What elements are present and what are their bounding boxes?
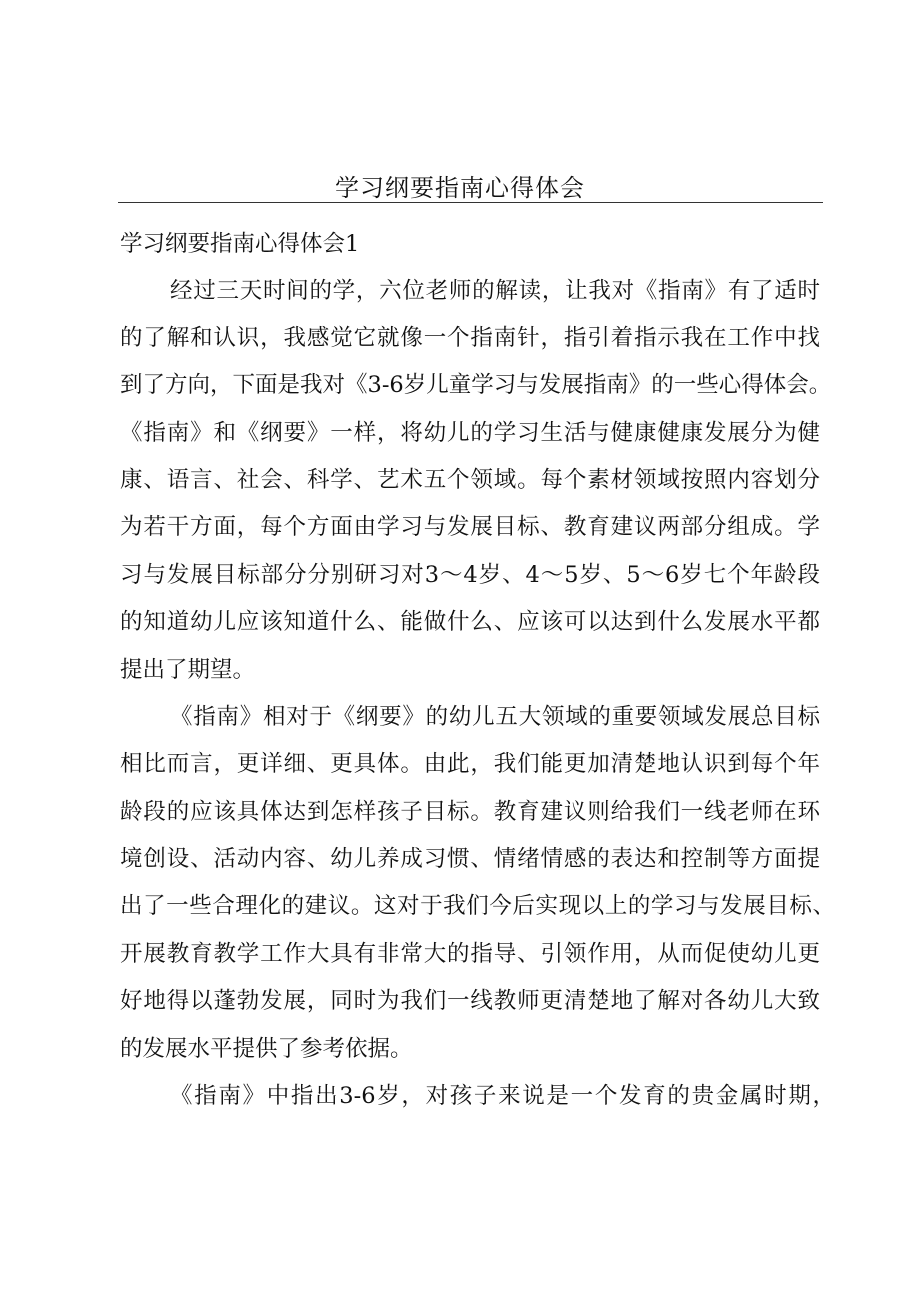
paragraph-line: 的了解和认识，我感觉它就像一个指南针，指引着指示我在工作中找 <box>120 325 820 351</box>
paragraph-line: 康、语言、社会、科学、艺术五个领域。每个素材领域按照内容划分 <box>120 467 820 493</box>
paragraph-line: 相比而言，更详细、更具体。由此，我们能更加清楚地认识到每个年 <box>120 751 820 777</box>
page-title: 学习纲要指南心得体会 <box>335 174 585 202</box>
paragraph-line: 《指南》中指出3-6岁，对孩子来说是一个发育的贵金属时期， <box>170 1083 835 1109</box>
paragraph-line: 开展教育教学工作大具有非常大的指导、引领作用，从而促使幼儿更 <box>120 941 820 967</box>
paragraph-line: 经过三天时间的学，六位老师的解读，让我对《指南》有了适时 <box>170 278 820 304</box>
paragraph-line: 好地得以蓬勃发展，同时为我们一线教师更清楚地了解对各幼儿大致 <box>120 988 820 1014</box>
paragraph-line: 习与发展目标部分分别研习对3～4岁、4～5岁、5～6岁七个年龄段 <box>120 562 820 588</box>
paragraph-line: 的知道幼儿应该知道什么、能做什么、应该可以达到什么发展水平都 <box>120 609 820 635</box>
paragraph-line: 为若干方面，每个方面由学习与发展目标、教育建议两部分组成。学 <box>120 514 820 540</box>
paragraph-line: 《指南》和《纲要》一样，将幼儿的学习生活与健康健康发展分为健 <box>120 420 820 446</box>
paragraph-line: 《指南》相对于《纲要》的幼儿五大领域的重要领域发展总目标 <box>170 704 820 730</box>
paragraph-line: 境创设、活动内容、幼儿养成习惯、情绪情感的表达和控制等方面提 <box>120 846 820 872</box>
paragraph-line: 到了方向，下面是我对《3-6岁儿童学习与发展指南》的一些心得体会。 <box>120 372 832 398</box>
paragraph-line: 提出了期望。 <box>120 657 256 683</box>
title-divider <box>118 202 823 203</box>
paragraph-line: 的发展水平提供了参考依据。 <box>120 1036 413 1062</box>
section-heading: 学习纲要指南心得体会1 <box>120 231 360 257</box>
paragraph-line: 龄段的应该具体达到怎样孩子目标。教育建议则给我们一线老师在环 <box>120 799 820 825</box>
paragraph-line: 出了一些合理化的建议。这对于我们今后实现以上的学习与发展目标、 <box>120 893 835 919</box>
